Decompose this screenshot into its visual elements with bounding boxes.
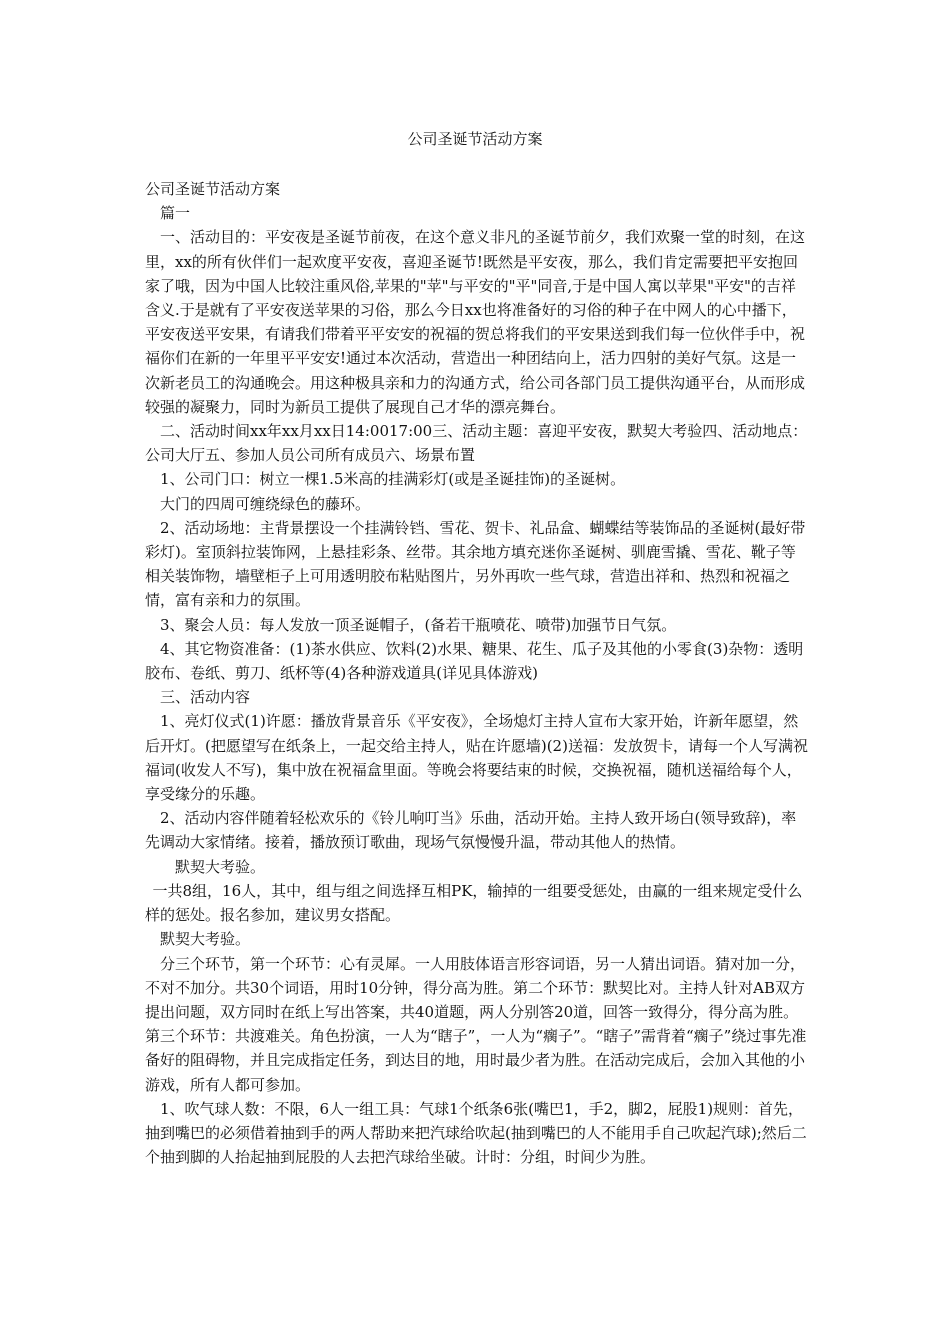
body-paragraph: 2、活动内容伴随着轻松欢乐的《铃儿响叮当》乐曲，活动开始。主持人致开场白(领导致辞)，率先调动大家情绪。接着，播放预订歌曲，现场气氛慢慢升温，带动其他人的热情。 [145,809,797,852]
body-paragraph: 默契大考验。 [175,857,266,876]
body-paragraph: 三、活动内容 [160,688,251,707]
body-paragraph: 二、活动时间xx年xx月xx日14:0017:00三、活动主题：喜迎平安夜，默契大考验四、活动地点：公司大厅五、参加人员公司所有成员六、场景布置 [145,422,808,465]
body-paragraph: 1、亮灯仪式(1)许愿：播放背景音乐《平安夜》，全场熄灯主持人宣布大家开始，许新年愿望，然后开灯。(把愿望写在纸条上，一起交给主持人，贴在许愿墙)(2)送福：发放贺卡，请每一个人写满祝福词(收发人不写)，集中放在祝福盒里面。等晚会将要结束的时候，交换祝福，随机送福给每个人，享受缘分的乐趣。 [145,712,808,804]
document-title: 公司圣诞节活动方案 [407,130,543,148]
body-paragraph: 一、活动目的：平安夜是圣诞节前夜，在这个意义非凡的圣诞节前夕，我们欢聚一堂的时刻，在这里，xx的所有伙伴们一起欢度平安夜，喜迎圣诞节!既然是平安夜，那么，我们肯定需要把平安抱回家了哦，因为中国人比较注重风俗,苹果的"苹"与平安的"平"同音,于是中国人寓以苹果"平安"的吉祥含义.于是就有了平安夜送苹果的习俗，那么今日xx也将准备好的习俗的种子在中网人的心中播下，平安夜送平安果，有请我们带着平平安安的祝福的贺总将我们的平安果送到我们每一位伙伴手中，祝福你们在新的一年里平平安安!通过本次活动，营造出一种团结向上，活力四射的美好气氛。这是一次新老员工的沟通晚会。用这种极具亲和力的沟通方式，给公司各部门员工提供沟通平台，从而形成较强的凝聚力，同时为新员工提供了展现自己才华的漂亮舞台。 [145,228,806,416]
body-paragraph: 默契大考验。 [160,930,251,949]
body-paragraph: 一共8组，16人，其中，组与组之间选择互相PK，输掉的一组要受惩处，由赢的一组来规定受什么样的惩处。报名参加，建议男女搭配。 [145,881,803,925]
document-body [145,177,810,1169]
body-paragraph: 3、聚会人员：每人发放一顶圣诞帽子，(备若干瓶喷花、喷带)加强节日气氛。 [160,615,677,634]
body-paragraph: 1、公司门口：树立一棵1.5米高的挂满彩灯(或是圣诞挂饰)的圣诞树。 [160,470,626,489]
body-paragraph: 大门的四周可缠绕绿色的藤环。 [160,494,371,513]
body-paragraph: 公司圣诞节活动方案 [145,180,281,198]
body-paragraph: 1、吹气球人数：不限，6人一组工具：气球1个纸条6张(嘴巴1，手2，脚2，屁股1)规则：首先，抽到嘴巴的必须借着抽到手的两人帮助来把汽球给吹起(抽到嘴巴的人不能用手自己吹起汽球);然后二个抽到脚的人抬起抽到屁股的人去把汽球给坐破。计时：分组，时间少为胜。 [145,1099,807,1167]
body-paragraph: 篇一 [160,204,191,223]
body-paragraph: 2、活动场地：主背景摆设一个挂满铃铛、雪花、贺卡、礼品盒、蝴蝶结等装饰品的圣诞树(最好带彩灯)。室顶斜拉装饰网，上悬挂彩条、丝带。其余地方填充迷你圣诞树、驯鹿雪撬、雪花、靴子等相关装饰物，墙壁柜子上可用透明胶布粘贴图片，另外再吹一些气球，营造出祥和、热烈和祝福之情，富有亲和力的氛围。 [145,518,806,610]
body-paragraph: 4、其它物资准备：(1)茶水供应、饮料(2)水果、糖果、花生、瓜子及其他的小零食(3)杂物：透明胶布、卷纸、剪刀、纸杯等(4)各种游戏道具(详见具体游戏) [145,639,804,683]
body-paragraph: 分三个环节，第一个环节：心有灵犀。一人用肢体语言形容词语，另一人猜出词语。猜对加一分，不对不加分。共30个词语，用时10分钟，得分高为胜。第二个环节：默契比对。主持人针对AB双方提出问题，双方同时在纸上写出答案，共40道题，两人分别答20道，回答一致得分，得分高为胜。第三个环节：共渡难关。角色扮演，一人为“瞎子”，一人为“瘸子”。“瞎子”需背着“瘸子”绕过事先准备好的阻碍物，并且完成指定任务，到达目的地，用时最少者为胜。在活动完成后，会加入其他的小游戏，所有人都可参加。 [145,954,807,1094]
